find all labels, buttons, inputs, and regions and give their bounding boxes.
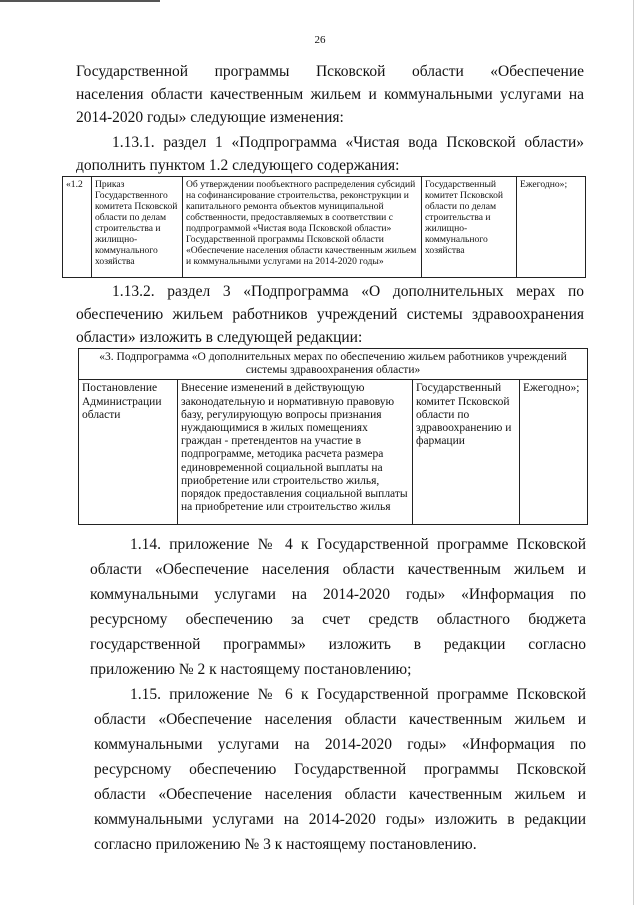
item-1131-line-2: дополнить пунктом 1.2 следующего содержания:: [76, 157, 400, 174]
item-115-line-1: 1.15. приложение № 6 к Государственной программе Псковской: [130, 686, 586, 703]
table-header-row: [79, 349, 588, 380]
item-1131-line-1: 1.13.1. раздел 1 «Подпрограмма «Чистая вода Псковской области»: [112, 134, 584, 151]
cell-term: Ежегодно»;: [520, 380, 588, 525]
item-115-line-6: коммунальными услугами на 2014-2020 годы» изложить в редакции: [94, 811, 586, 828]
cell-subject: Внесение изменений в действующую законодательную и нормативную правовую базу, регулирующую вопросы признания нуждающимися в жилых помещениях граждан - претендентов на участие в подпрограмме, методика расчета размера единовременной социальной выплаты на приобретение или строительство жилья, порядок предоставления социальной выплаты на приобретение или строительство жилья: [178, 380, 413, 525]
item-115-line-5: области «Обеспечение населения области качественным жильем и: [94, 786, 586, 803]
cell-document: Приказ Государственного комитета Псковской области по делам строительства и жилищно-коммунального хозяйства: [92, 177, 183, 278]
item-1132-line-3: области» изложить в следующей редакции:: [76, 329, 363, 346]
item-115-line-3: коммунальными услугами на 2014-2020 годы» «Информация по: [94, 736, 586, 753]
cell-subject: Об утверждении пообъектного распределения субсидий на софинансирование строительства, реконструкции и капитального ремонта объектов муниципальной собственности, предоставляемых в соответствии с подпрограммой «Чистая вода Псковской области» Государственной программы Псковской области «Обеспечение населения области качественным жильем и коммунальными услугами на 2014-2020 годы»: [183, 177, 422, 278]
table-row: [63, 177, 586, 278]
intro-line-2: населения области качественным жильем и коммунальными услугами на: [76, 86, 584, 103]
item-115-line-4: ресурсному обеспечению Государственной программы Псковской: [94, 761, 586, 778]
item-114-line-3: коммунальными услугами на 2014-2020 годы» «Информация по: [90, 586, 586, 603]
item-114-line-2: области «Обеспечение населения области качественным жильем и: [90, 561, 586, 578]
item-114-line-1: 1.14. приложение № 4 к Государственной программе Псковской: [130, 536, 586, 553]
item-115-line-7: согласно приложению № 3 к настоящему постановлению.: [94, 836, 477, 853]
item-115-line-2: области «Обеспечение населения области качественным жильем и: [94, 711, 586, 728]
item-114-line-4: ресурсному обеспечению за счет средств областного бюджета: [90, 611, 586, 628]
cell-term: Ежегодно»;: [517, 177, 586, 278]
cell-number: «1.2: [63, 177, 92, 278]
intro-line-1: Государственной программы Псковской области «Обеспечение: [76, 63, 584, 80]
table-subprogram-1: [62, 176, 586, 278]
scan-edge-shadow: [633, 0, 634, 905]
item-114-line-5: государственной программы» изложить в редакции согласно: [90, 636, 586, 653]
cell-subprogram-header: «3. Подпрограмма «О дополнительных мерах по обеспечению жильем работников учреждений системы здравоохранения области»: [79, 349, 588, 380]
cell-executor: Государственный комитет Псковской области по делам строительства и жилищно-коммунального хозяйства: [422, 177, 517, 278]
cell-executor: Государственный комитет Псковской области по здравоохранению и фармации: [413, 380, 520, 525]
page-number: 26: [314, 34, 326, 46]
intro-line-3: 2014-2020 годы» следующие изменения:: [76, 109, 344, 126]
cell-document: Постановление Администрации области: [79, 380, 178, 525]
scan-edge-line: [0, 0, 160, 2]
item-1132-line-1: 1.13.2. раздел 3 «Подпрограмма «О дополнительных мерах по: [112, 283, 584, 300]
item-1132-line-2: обеспечению жильем работников учреждений системы здравоохранения: [76, 306, 584, 323]
item-114-line-6: приложению № 2 к настоящему постановлению;: [90, 661, 412, 678]
table-row: [79, 380, 588, 525]
table-subprogram-3: [78, 348, 588, 525]
